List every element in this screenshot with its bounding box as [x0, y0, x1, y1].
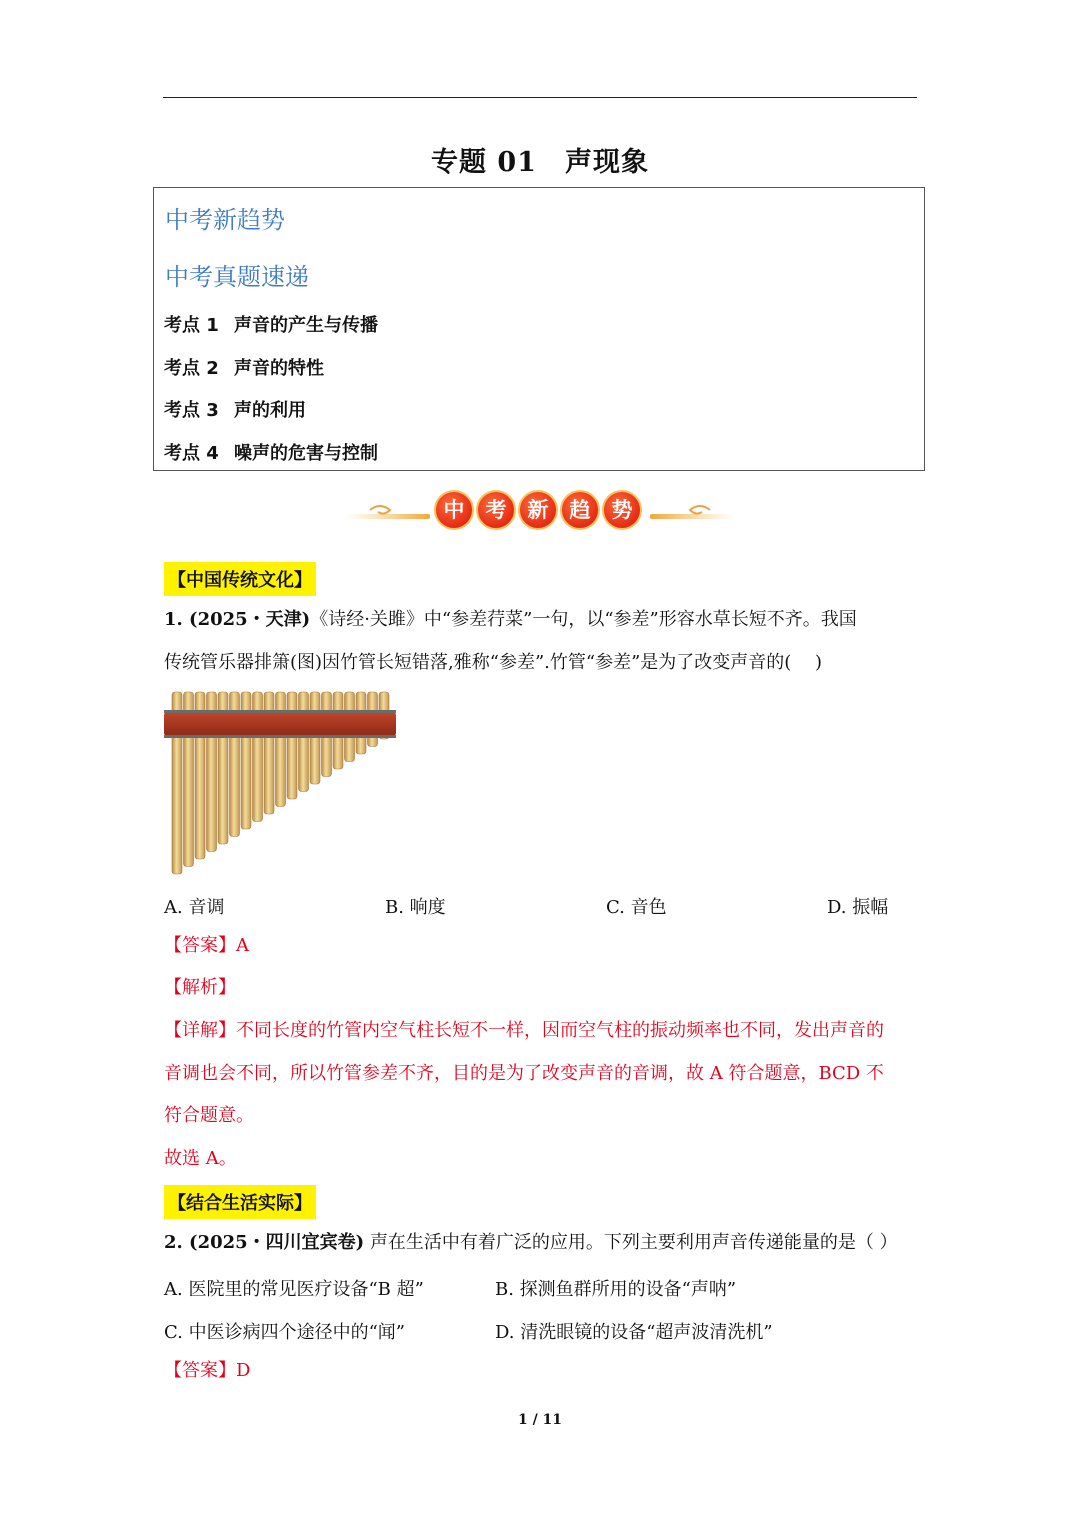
header-rule — [163, 97, 917, 98]
q2-stem: 2. (2025・四川宜宾卷) 声在生活中有着广泛的应用。下列主要利用声音传递能量的是（ ） — [164, 1232, 898, 1253]
q1-option-c[interactable]: C. 音色 — [606, 897, 667, 918]
q1-option-a[interactable]: A. 音调 — [164, 897, 225, 918]
banner-char: 趋 — [560, 490, 600, 530]
q1-analysis-label: 【解析】 — [164, 977, 236, 998]
panpipe-tube — [299, 692, 309, 792]
q2-option-c[interactable]: C. 中医诊病四个途径中的“闻” — [164, 1322, 405, 1343]
q1-option-b[interactable]: B. 响度 — [385, 897, 446, 918]
q2-answer: 【答案】D — [164, 1360, 251, 1381]
q1-detail-line1: 【详解】不同长度的竹管内空气柱长短不一样，因而空气柱的振动频率也不同，发出声音的 — [164, 1020, 884, 1041]
banner-char: 势 — [602, 490, 642, 530]
q2-option-d[interactable]: D. 清洗眼镜的设备“超声波清洗机” — [495, 1322, 773, 1343]
toc-heading-real-exams[interactable]: 中考真题速递 — [165, 263, 309, 291]
q1-option-d[interactable]: D. 振幅 — [827, 897, 889, 918]
q2-option-b[interactable]: B. 探测鱼群所用的设备“声呐” — [495, 1279, 737, 1300]
toc-item-1[interactable]: 考点 1 声音的产生与传播 — [164, 315, 378, 336]
banner-char: 中 — [434, 490, 474, 530]
q1-detail-line3: 符合题意。 — [164, 1105, 254, 1126]
q2-source: 2. (2025・四川宜宾卷) — [164, 1232, 365, 1253]
page-title: 专题 01 声现象 — [431, 147, 649, 178]
panpipe-tube — [276, 692, 286, 807]
toc-item-3[interactable]: 考点 3 声的利用 — [164, 400, 306, 421]
q1-answer: 【答案】A — [164, 935, 249, 956]
banner-char: 新 — [518, 490, 558, 530]
q2-category-tag: 【结合生活实际】 — [164, 1185, 316, 1219]
toc-item-2[interactable]: 考点 2 声音的特性 — [164, 358, 324, 379]
q1-category-tag: 【中国传统文化】 — [164, 562, 316, 596]
panpipe-image — [164, 690, 400, 875]
q1-stem-line2: 传统管乐器排箫(图)因竹管长短错落,雅称“参差”.竹管“参差”是为了改变声音的( ) — [164, 652, 823, 673]
q1-conclusion: 故选 A。 — [164, 1148, 237, 1169]
panpipe-tube — [287, 692, 297, 799]
panpipe-band — [164, 712, 396, 736]
toc-heading-trends[interactable]: 中考新趋势 — [165, 206, 285, 234]
q2-option-a[interactable]: A. 医院里的常见医疗设备“B 超” — [164, 1279, 424, 1300]
q1-stem-line1: 1. (2025・天津)《诗经·关雎》中“参差荇菜”一句，以“参差”形容水草长短不齐。我国 — [164, 609, 857, 630]
page-number: 1 / 11 — [517, 1412, 563, 1428]
banner-char: 考 — [476, 490, 516, 530]
q1-detail-line2: 音调也会不同，所以竹管参差不齐，目的是为了改变声音的音调，故 A 符合题意，BCD 不 — [164, 1063, 884, 1084]
toc-item-4[interactable]: 考点 4 噪声的危害与控制 — [164, 443, 378, 464]
section-banner — [340, 488, 740, 540]
q1-source: 1. (2025・天津) — [164, 609, 311, 630]
